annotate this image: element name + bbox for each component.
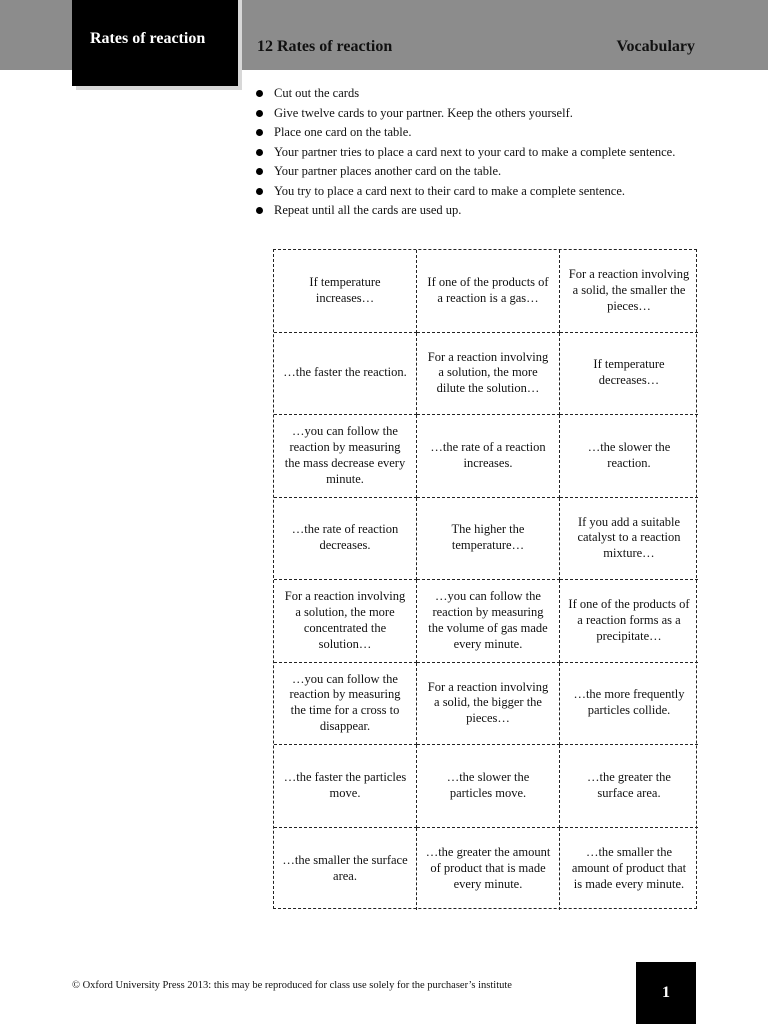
- instruction-item: [256, 203, 686, 219]
- bullet-icon: [256, 90, 263, 97]
- card: …the greater the surface area.: [560, 745, 698, 828]
- instruction-text: Your partner places another card on the table.: [274, 164, 502, 178]
- card: If one of the products of a reaction forms as a precipitate…: [560, 580, 698, 663]
- bullet-icon: [256, 110, 263, 117]
- page-number: 1: [636, 962, 696, 1024]
- instruction-item: [256, 106, 686, 122]
- bullet-icon: [256, 168, 263, 175]
- instruction-item: [256, 125, 686, 141]
- instruction-text: Cut out the cards: [274, 86, 360, 100]
- card: …the smaller the surface area.: [274, 828, 417, 911]
- card: …the slower the particles move.: [417, 745, 560, 828]
- card: …the rate of reaction decreases.: [274, 498, 417, 581]
- card: …the greater the amount of product that is made every minute.: [417, 828, 560, 911]
- copyright-notice: © Oxford University Press 2013: this may be reproduced for class use solely for the purchaser’s institute: [72, 980, 512, 991]
- card: If one of the products of a reaction is a gas…: [417, 250, 560, 333]
- card: …the smaller the amount of product that is made every minute.: [571, 845, 687, 891]
- bullet-icon: [256, 149, 263, 156]
- chapter-tab: Rates of reaction: [72, 0, 238, 86]
- card: For a reaction involving a solution, the more concentrated the solution…: [274, 580, 417, 663]
- card: If temperature decreases…: [560, 333, 698, 416]
- card: The higher the temperature…: [417, 498, 560, 581]
- instruction-item: [256, 145, 686, 161]
- card: …the rate of a reaction increases.: [417, 415, 560, 498]
- card-grid: [273, 249, 697, 909]
- card: …you can follow the reaction by measuring the mass decrease every minute.: [274, 415, 417, 498]
- instruction-text: Give twelve cards to your partner. Keep the others yourself.: [274, 105, 573, 120]
- card: …the more frequently particles collide.: [560, 663, 698, 746]
- page-title: 12 Rates of reaction: [257, 38, 393, 55]
- instruction-item: [256, 86, 686, 102]
- instruction-text: Repeat until all the cards are used up.: [274, 203, 462, 217]
- card: If you add a suitable catalyst to a reaction mixture…: [560, 498, 698, 581]
- bullet-icon: [256, 207, 263, 214]
- instruction-list: [256, 86, 686, 223]
- card: …the faster the reaction.: [274, 333, 417, 416]
- worksheet-type: Vocabulary: [616, 38, 695, 55]
- card: …you can follow the reaction by measuring the volume of gas made every minute.: [417, 580, 560, 663]
- card: For a reaction involving a solution, the more dilute the solution…: [417, 333, 560, 416]
- card: …you can follow the reaction by measuring the time for a cross to disappear.: [274, 663, 417, 746]
- card: …the faster the particles move.: [274, 745, 417, 828]
- card: For a reaction involving a solid, the smaller the pieces…: [560, 250, 698, 333]
- card: If temperature increases…: [274, 250, 417, 333]
- instruction-item: [256, 184, 686, 200]
- bullet-icon: [256, 129, 263, 136]
- card: For a reaction involving a solid, the bigger the pieces…: [417, 663, 560, 746]
- instruction-text: You try to place a card next to their card to make a complete sentence.: [274, 183, 626, 198]
- instruction-text: Place one card on the table.: [274, 125, 412, 139]
- instruction-text: Your partner tries to place a card next to your card to make a complete sentence.: [274, 144, 676, 159]
- bullet-icon: [256, 188, 263, 195]
- card: …the slower the reaction.: [560, 415, 698, 498]
- instruction-item: [256, 164, 686, 180]
